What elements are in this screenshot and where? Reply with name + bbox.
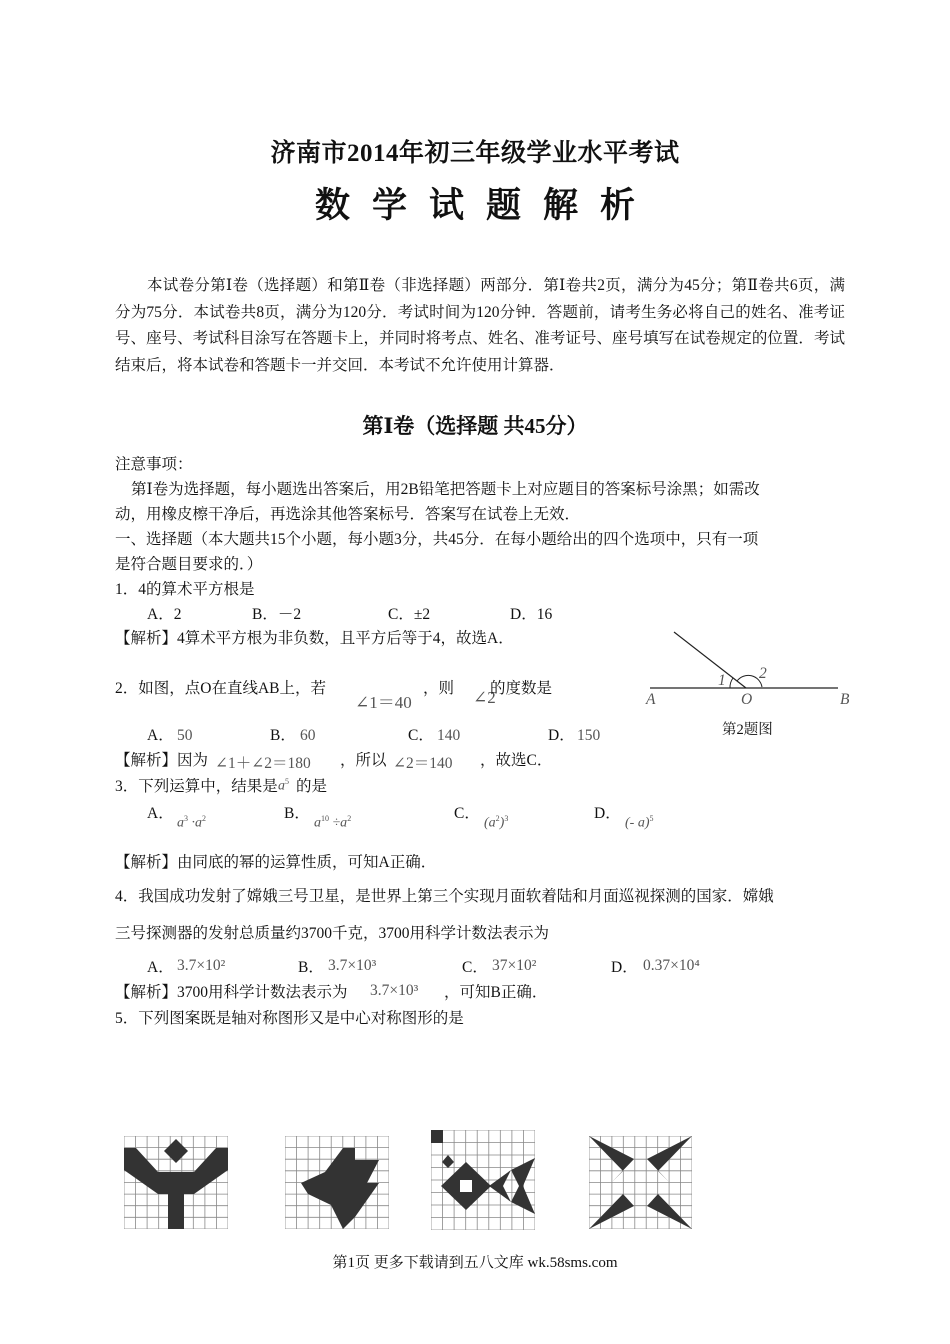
q4-option-a-label: A．	[147, 959, 174, 976]
q3-analysis: 【解析】由同底的幂的运算性质，可知A正确．	[115, 854, 437, 871]
figure-label-o: O	[741, 691, 753, 708]
notice-line-1: 第Ⅰ卷为选择题，每小题选出答案后，用2B铅笔把答题卡上对应题目的答案标号涂黑；如需改	[131, 481, 760, 498]
q3-option-b-label: B．	[284, 805, 310, 822]
q4-option-a-value: 3.7×10²	[177, 957, 226, 974]
figure-caption: 第2题图	[722, 722, 773, 738]
exam-title: 济南市2014年初三年级学业水平考试	[270, 140, 680, 167]
q4-option-b-label: B．	[298, 959, 324, 976]
q2-analysis-mid: ，所以	[340, 752, 387, 769]
q4-option-c-value: 37×10²	[492, 957, 537, 974]
q1-stem: 1．4的算术平方根是	[115, 581, 255, 598]
part-line-1: 一、选择题（本大题共15个小题，每小题3分，共45分．在每小题给出的四个选项中，只有一项	[115, 531, 759, 548]
figure-label-a: A	[646, 691, 656, 708]
q1-option-a: A．2	[147, 606, 182, 623]
q4-analysis-math: 3.7×10³	[370, 982, 419, 999]
figure-angle-2: 2	[759, 665, 767, 682]
q3-stem-start: 3．下列运算中，结果是	[115, 778, 278, 795]
q4-option-b-value: 3.7×10³	[328, 957, 377, 974]
q1-option-d: D．16	[510, 606, 553, 623]
q2-option-b-label: B．	[270, 727, 296, 744]
q2-option-a-label: A．	[147, 727, 174, 744]
q4-analysis-end: ，可知B正确．	[444, 984, 548, 1001]
q2-math-angle1: ∠1＝40	[355, 693, 412, 712]
figure-angle-1: 1	[718, 672, 726, 689]
q4-option-d-value: 0.37×10⁴	[643, 957, 700, 974]
q2-option-d-label: D．	[548, 727, 575, 744]
q5-pattern-b	[285, 1136, 389, 1229]
q5-stem: 5．下列图案既是轴对称图形又是中心对称图形的是	[115, 1010, 464, 1027]
q5-pattern-a	[124, 1136, 228, 1229]
intro-paragraph: 本试卷分第Ⅰ卷（选择题）和第Ⅱ卷（非选择题）两部分．第Ⅰ卷共2页，满分为45分；第Ⅱ卷共6页，满分为75分．本试卷共8页，满分为120分．考试时间为120分钟．答题前，请考生务必将自己的姓名、准考证号、座号、考试科目涂写在答题卡上，并同时将考点、姓名、准考证号、座号填写在试卷规定的位置．考试结束后，将本试卷和答题卡一并交回．本考试不允许使用计算器．	[115, 277, 845, 374]
q2-stem-end: 的度数是	[490, 680, 553, 697]
q3-stem-end: 的是	[296, 778, 328, 795]
notice-heading: 注意事项：	[115, 456, 193, 473]
q2-option-b-value: 60	[300, 727, 316, 744]
q2-analysis-math2: ∠2＝140	[393, 755, 453, 772]
q3-option-d-expr: (- a)$^5$	[625, 814, 654, 831]
q2-stem-start: 2．如图，点O在直线AB上，若	[115, 680, 326, 697]
figure-label-b: B	[840, 691, 850, 708]
angle-1-arc	[730, 678, 733, 688]
q3-option-a-expr: $a^3 \cdot a^2$	[177, 814, 206, 831]
q1-analysis: 【解析】4算术平方根为非负数，且平方后等于4，故选A．	[115, 630, 514, 647]
notice-line-2: 动，用橡皮檫干净后，再选涂其他答案标号．答案写在试卷上无效．	[115, 506, 581, 523]
q2-option-a-value: 50	[177, 727, 193, 744]
q3-option-c-label: C．	[454, 805, 480, 822]
q2-math-angle2: ∠2	[473, 688, 496, 707]
part-line-2: 是符合题目要求的．）	[115, 556, 263, 573]
q2-option-d-value: 150	[577, 727, 601, 744]
q1-option-b: B．－2	[252, 606, 302, 623]
q4-option-d-label: D．	[611, 959, 638, 976]
q2-analysis-math1: ∠1＋∠2＝180	[215, 755, 311, 772]
q2-option-c-label: C．	[408, 727, 434, 744]
q5-pattern-d	[589, 1136, 692, 1229]
q1-option-c: C．±2	[388, 606, 431, 623]
q4-analysis-start: 【解析】3700用科学计数法表示为	[115, 984, 348, 1001]
q3-option-c-expr: $(a^2)^3$	[484, 814, 509, 831]
page-footer: 第1页 更多下载请到五八文库 wk.58sms.com	[332, 1255, 618, 1271]
q3-option-b-expr: $a^{10} \div a^2$	[314, 814, 352, 831]
exam-subtitle: 数学试题解析	[314, 186, 657, 225]
q4-stem-line-1: 4．我国成功发射了嫦娥三号卫星，是世界上第三个实现月面软着陆和月面巡视探测的国家．嫦娥	[115, 888, 774, 905]
q3-option-d-label: D．	[594, 805, 621, 822]
q2-stem-mid: ，则	[423, 680, 455, 697]
q3-option-a-label: A．	[147, 805, 174, 822]
q4-stem-line-2: 三号探测器的发射总质量约3700千克，3700用科学计数法表示为	[115, 925, 550, 942]
q2-option-c-value: 140	[437, 727, 461, 744]
section-title: 第Ⅰ卷（选择题 共45分）	[362, 414, 588, 438]
q2-analysis-start: 【解析】因为	[115, 752, 209, 769]
ray-oc	[674, 632, 746, 688]
q4-option-c-label: C．	[462, 959, 488, 976]
q2-analysis-end: ，故选C．	[480, 752, 553, 769]
q3-stem-math: $a^5$	[278, 777, 289, 794]
q5-pattern-c	[431, 1130, 535, 1230]
